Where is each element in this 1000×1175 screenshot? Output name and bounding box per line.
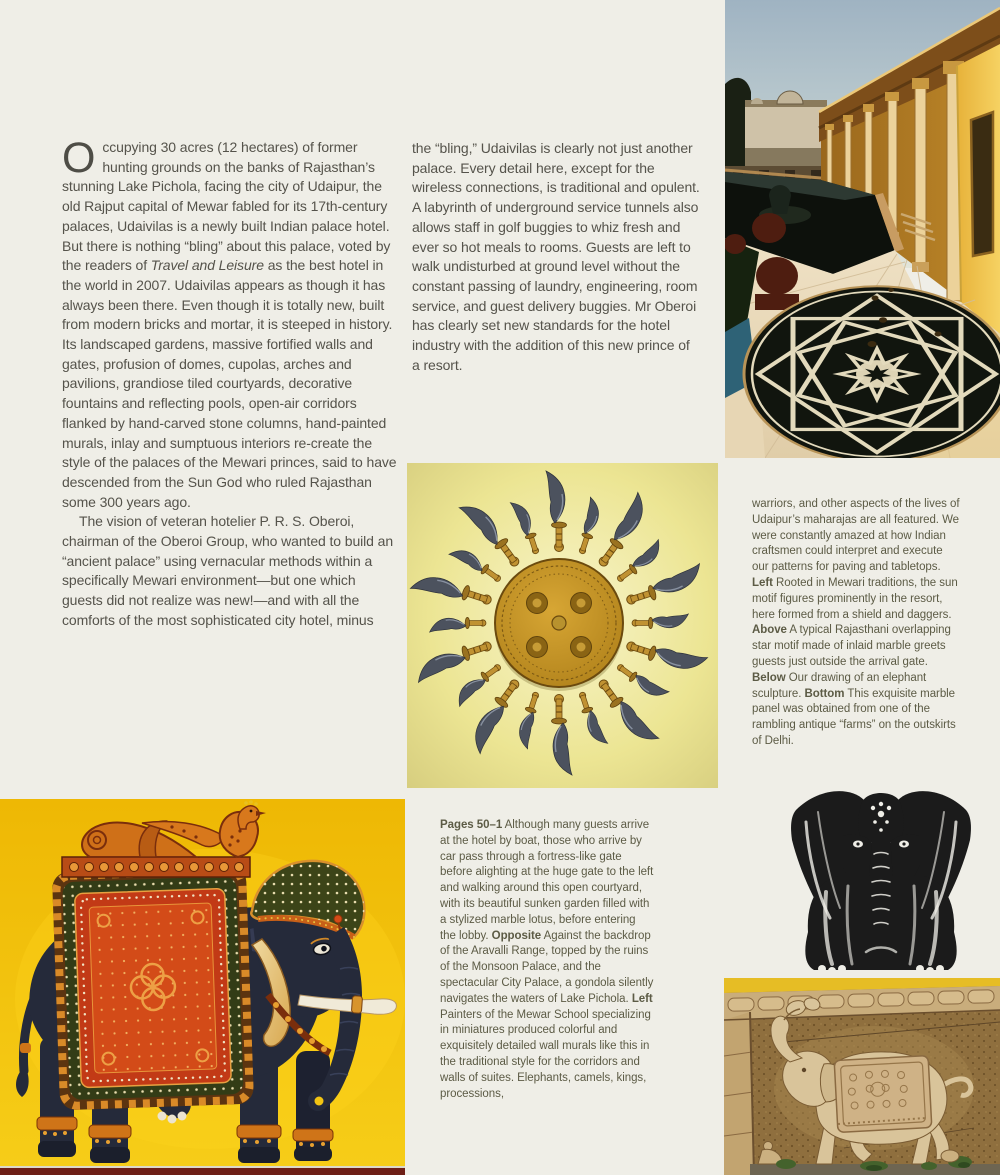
elephant-mural-painting (0, 799, 405, 1166)
article-column-2 (412, 139, 700, 375)
article-paragraph-3: the “bling,” Udaivilas is clearly not just another palace. Every detail here, except for the wireless connections, is traditional and opulent. A labyrinth of underground service tunnels also allows staff in golf buggies to whiz fresh and ever so hot meals to rooms. Guests are left to walk undisturbed at ground level without the constant passing of laundry, engineering, room service, and guest delivery buggies. Mr Oberoi has clearly set new standards for the hotel industry with the addition of this new prince of a resort. (412, 140, 700, 373)
marble-panel-photo (724, 978, 1000, 1175)
caption-right: warriors, and other aspects of the lives of Udaipur’s maharajas are all featured. We were constantly amazed at how Indian craftsmen could interpret and execute our patterns for paving and tabletops. Left Rooted in Mewari traditions, the sun motif figures prominently in the resort, here formed from a shield and daggers. Above A typical Rajasthani overlapping star motif made of inlaid marble greets guests just outside the arrival gate. Below Our drawing of an elephant sculpture. Bottom This exquisite marble panel was obtained from one of the rambling antique “farms” on the outskirts of Delhi. (752, 498, 960, 747)
shield (495, 559, 623, 691)
sun-motif-photo (407, 463, 718, 788)
caparison (52, 866, 254, 1111)
courtyard-arrival-gate-photo (725, 0, 1000, 458)
elephant-sculpture-drawing (778, 782, 984, 978)
article-paragraph-2: The vision of veteran hotelier P. R. S. Oberoi, chairman of the Oberoi Group, who wanted to build an “ancient palace” using vernacular methods within a specifically Mewari environment—but one which guests did not realize was new!—and with all the comforts of the most sophisticated city hotel, minus (62, 513, 393, 628)
elephant-drawing-art (778, 782, 984, 978)
dropcap: O (62, 134, 96, 182)
star-medallion (744, 286, 1000, 458)
elephant-mural-art (0, 799, 405, 1166)
marble-panel-art (724, 978, 1000, 1175)
sun-motif-art (407, 463, 718, 788)
caption-bottom: Pages 50–1 Although many guests arrive at the hotel by boat, those who arrive by car pass through a fortress-like gate before alighting at the huge gate to the left and walking around this open courtyard, with its beautiful sunken garden filled with a stylized marble lotus, before entering the lobby. Opposite Against the backdrop of the Aravalli Range, topped by the ruins of the Monsoon Palace, and the spectacular City Palace, a gondola silently navigates the waters of Lake Pichola. Left Painters of the Mewar School specializing in miniatures produced colorful and exquisitely detailed wall murals like this in the traditional style for the corridors and walls of suites. Elephants, camels, kings, processions, (440, 819, 654, 1100)
article-paragraph-1: Occupying 30 acres (12 hectares) of former hunting grounds on the banks of Rajasthan’s stunning Lake Pichola, facing the city of Udaipur, the old Rajput capital of Mewar fabled for its 17th-century palaces, Udaivilas is a newly built Indian palace hotel. But there is nothing “bling” about this palace, voted by the readers of Travel and Leisure as the best hotel in the world in 2007. Udaivilas appears as though it has always been there. Even though it is totally new, built from modern bricks and mortar, it is steeped in history. Its landscaped gardens, massive fortified walls and gates, profusion of domes, cupolas, arches and pavilions, grandiose tiled courtyards, decorative fountains and reflecting pools, open-air corridors flanked by hand-carved stone columns, hand-painted murals, inlay and sumptuous interiors re-create the style of the palaces of the Mewari princes, said to have descended from the Sun God who ruled Rajasthan some 300 years ago. (62, 134, 397, 510)
next-page-edge (0, 1168, 405, 1175)
courtyard-photo-art (725, 0, 1000, 458)
article-column-1 (62, 134, 398, 631)
